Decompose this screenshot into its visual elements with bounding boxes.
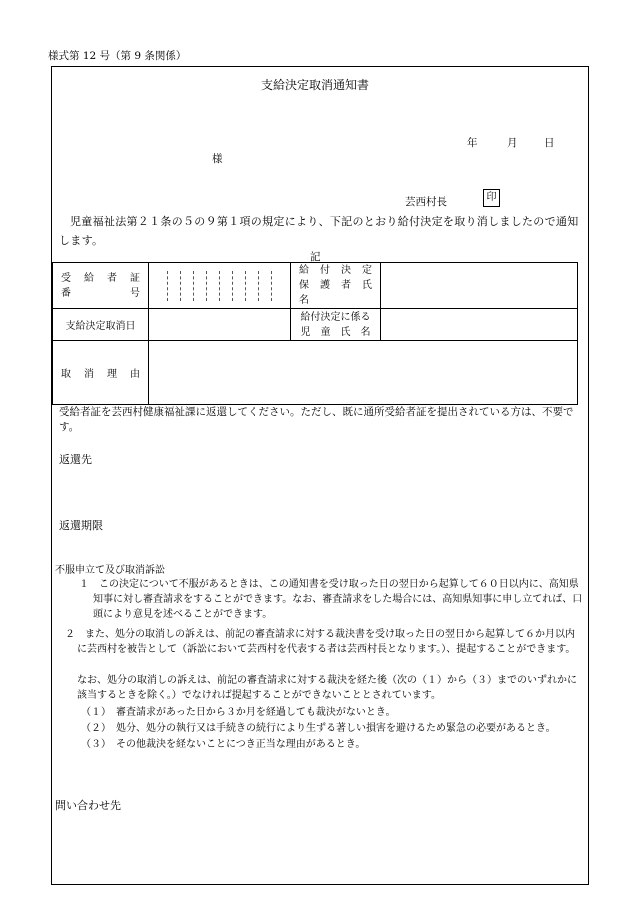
recipient-number-label-line1: 受 給 者 証 bbox=[61, 272, 140, 284]
seal-stamp: 印 bbox=[483, 189, 500, 207]
cancel-date-cell[interactable] bbox=[149, 309, 291, 341]
date-month: 月 bbox=[507, 137, 518, 149]
guardian-label-line1: 給 付 決 定 bbox=[299, 265, 372, 276]
reason-cell[interactable] bbox=[149, 341, 578, 405]
recipient-number-label-line2: 番 号 bbox=[61, 287, 140, 299]
cancel-date-label: 支給決定取消日 bbox=[53, 309, 149, 341]
digit-boxes bbox=[155, 271, 284, 301]
date-year: 年 bbox=[467, 137, 478, 149]
form-number: 様式第 12 号（第 9 条関係） bbox=[48, 50, 187, 62]
addressee-suffix: 様 bbox=[212, 153, 223, 165]
contact-label: 問い合わせ先 bbox=[55, 799, 121, 812]
details-table bbox=[52, 262, 578, 405]
guardian-label-line2: 保 護 者 氏 名 bbox=[299, 280, 382, 306]
appeal-heading: 不服申立て及び取消訴訟 bbox=[55, 565, 165, 576]
return-deadline-label: 返還期限 bbox=[59, 519, 103, 532]
recipient-number-label bbox=[53, 263, 149, 309]
child-name-cell[interactable] bbox=[381, 309, 578, 341]
return-notice: 受給者証を芸西村健康福祉課に返還してください。ただし、既に通所受給者証を提出されている方は、不要です。 bbox=[59, 406, 574, 433]
appeal-item-1: １ この決定について不服があるときは、この通知書を受け取った日の翌日から起算して６０日以内に、高知県知事に対し審査請求をすることができます。なお、審査請求をした場合には、高知県知事に申し立てれば、口頭により意見を述べることができます。 bbox=[79, 579, 583, 620]
guardian-label bbox=[291, 263, 381, 309]
child-label-line1: 給付決定に係る bbox=[300, 311, 371, 323]
reason-label: 取 消 理 由 bbox=[53, 341, 149, 405]
ki-label: 記 bbox=[310, 251, 321, 263]
guardian-name-cell[interactable] bbox=[381, 263, 578, 309]
appeal-sub-1: （１） 審査請求があった日から３か月を経過しても裁決がないとき。 bbox=[81, 707, 396, 718]
recipient-number-cell[interactable] bbox=[149, 263, 291, 309]
child-label-line2: 児 童 氏 名 bbox=[300, 326, 371, 338]
document-frame bbox=[51, 66, 589, 885]
appeal-item-2-note: なお、処分の取消しの訴えは、前記の審査請求に対する裁決を経た後（次の（１）から（３）までのいずれかに該当するときを除く。）でなければ提起することができないこととされています。 bbox=[77, 675, 577, 701]
child-label bbox=[291, 309, 381, 341]
body-text: 児童福祉法第２１条の５の９第１項の規定により、下記のとおり給付決定を取り消しましたので通知します。 bbox=[59, 215, 579, 247]
return-to-label: 返還先 bbox=[59, 453, 92, 466]
appeal-item-2: ２ また、処分の取消しの訴えは、前記の審査請求に対する裁決書を受け取った日の翌日から起算して６か月以内に芸西村を被告として（訴訟において芸西村を代表する者は芸西村長となります。）、提起することができます。 bbox=[65, 629, 576, 655]
issuer-name: 芸西村長 bbox=[405, 196, 447, 208]
document-title: 支給決定取消通知書 bbox=[260, 78, 369, 92]
appeal-sub-3: （３） その他裁決を経ないことにつき正当な理由があるとき。 bbox=[81, 739, 366, 750]
date-day: 日 bbox=[544, 137, 555, 149]
appeal-sub-2: （２） 処分、処分の執行又は手続きの続行により生ずる著しい損害を避けるため緊急の必要があるとき。 bbox=[81, 723, 556, 734]
